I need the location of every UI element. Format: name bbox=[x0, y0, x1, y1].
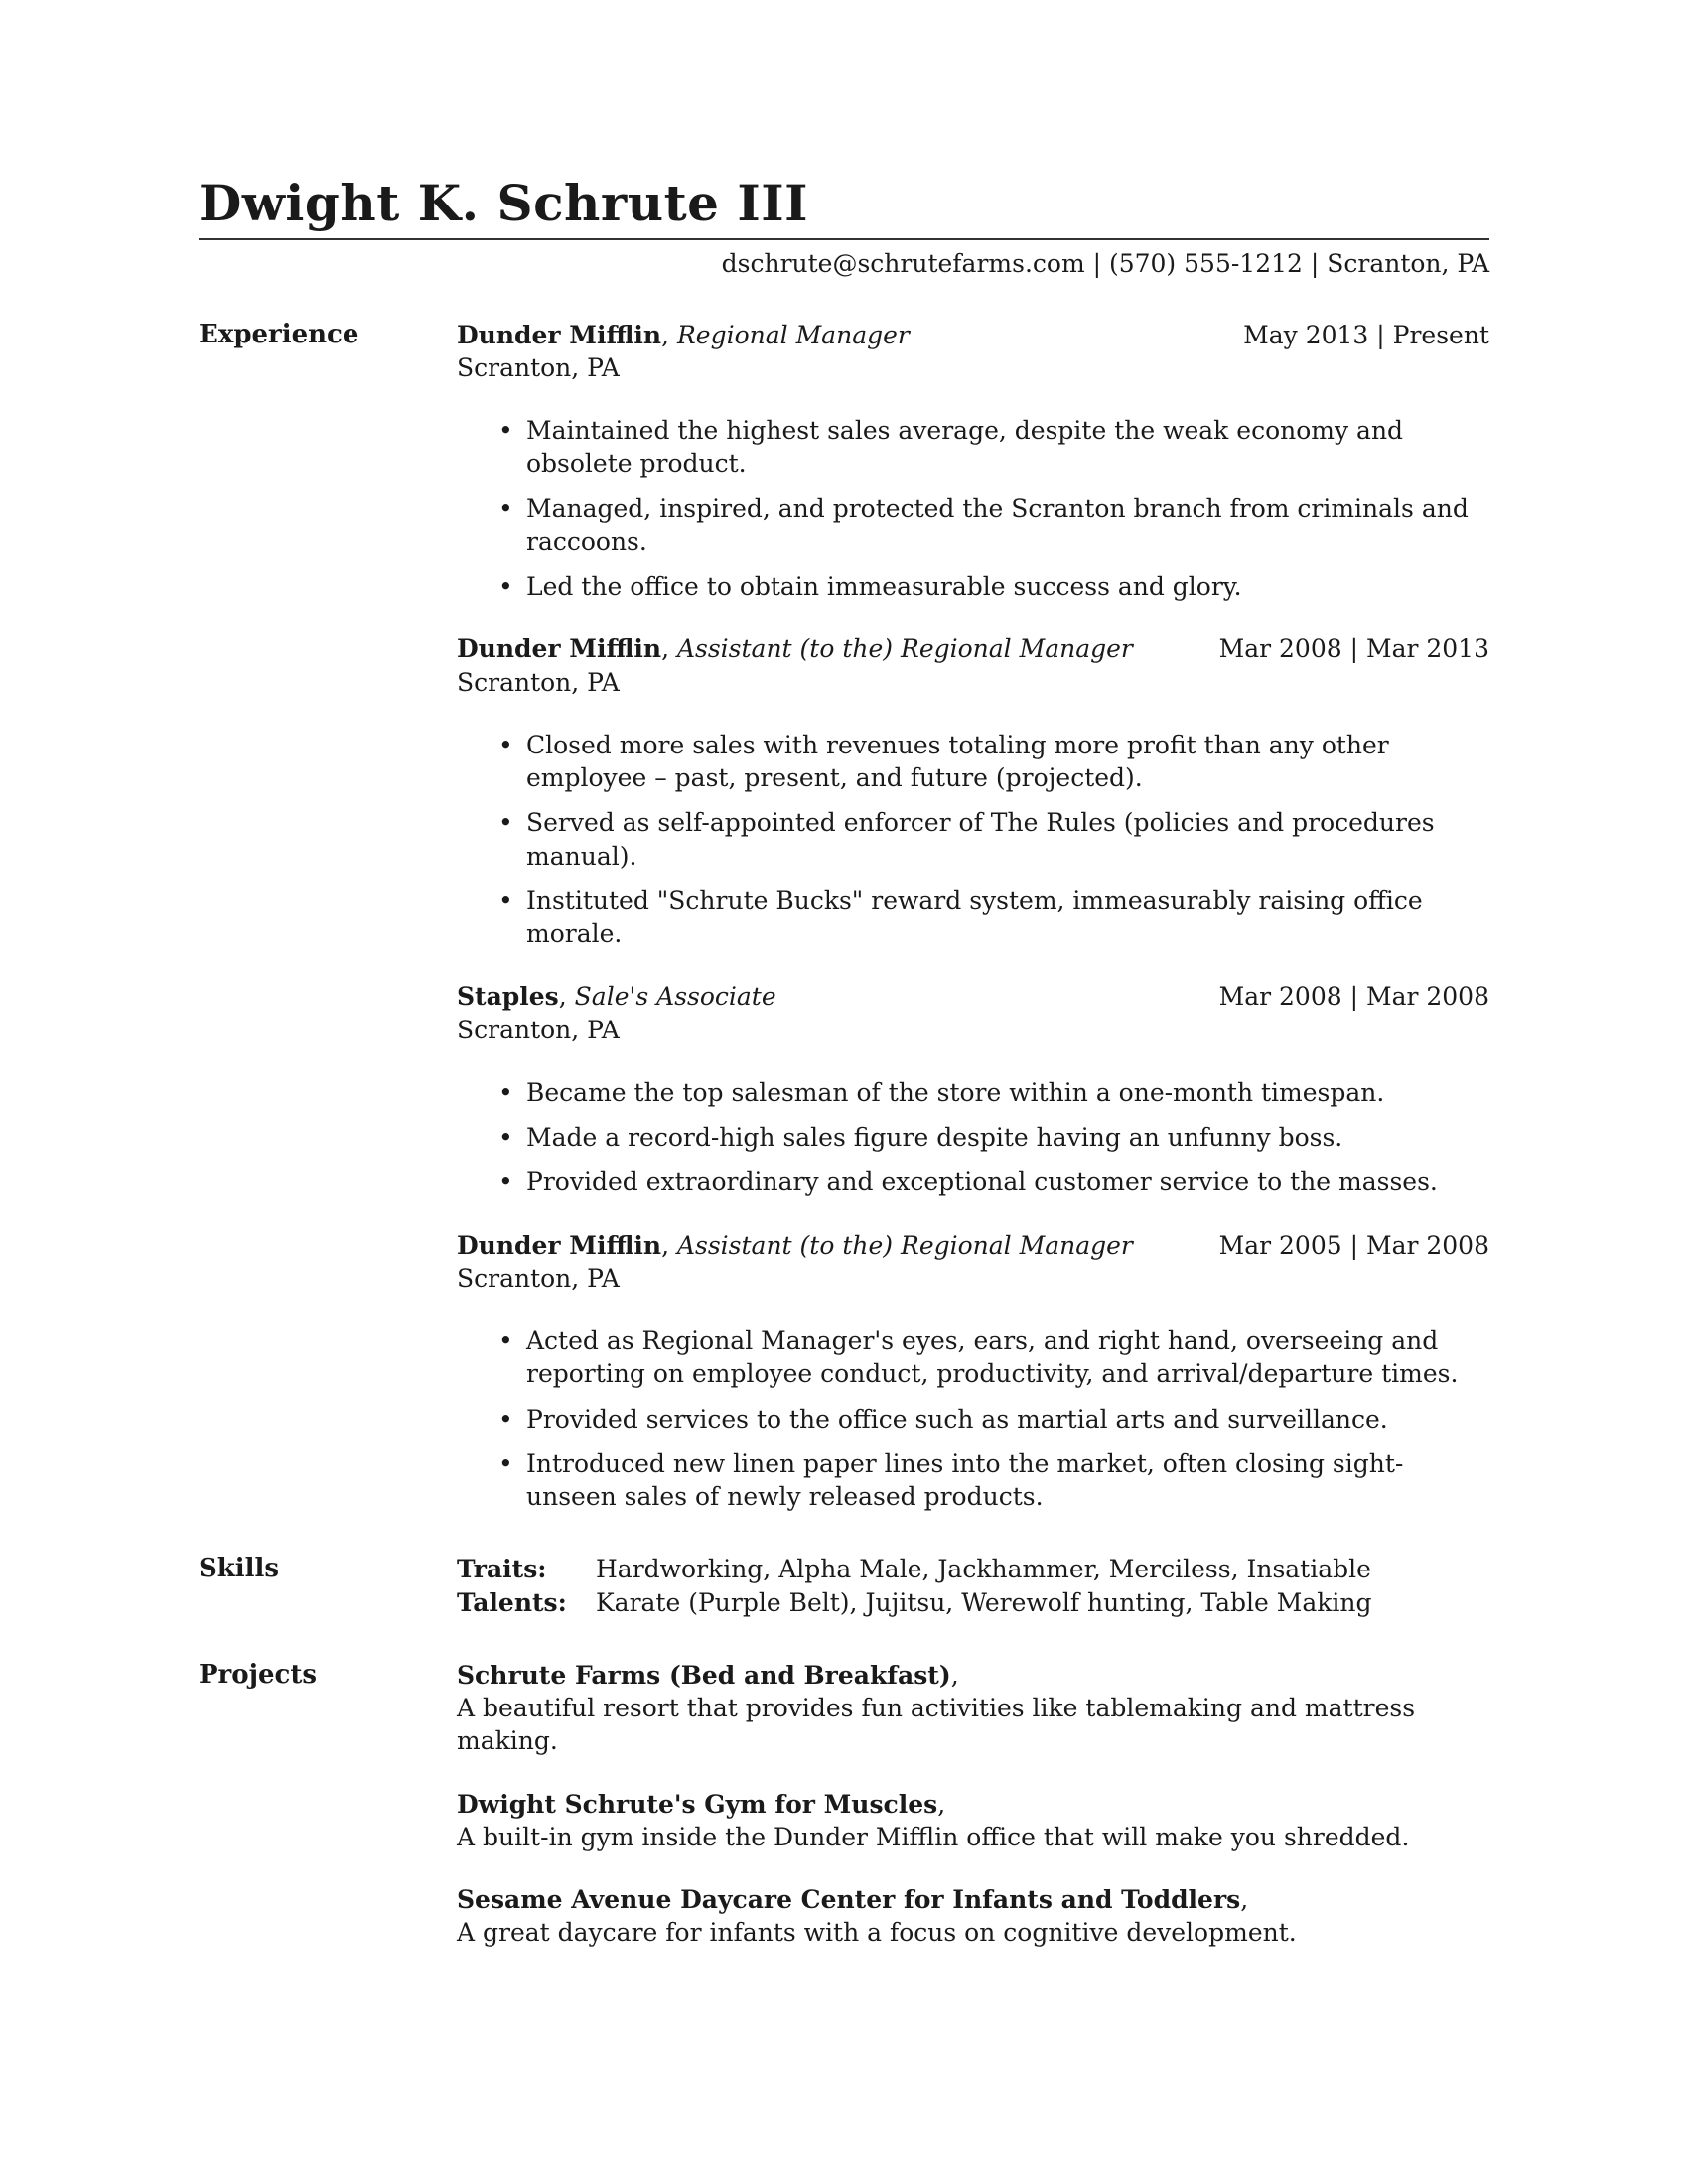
job-bullet: • Provided services to the office such as martial arts and surveillance. bbox=[526, 1403, 1489, 1435]
job-header bbox=[457, 632, 1489, 665]
skill-key: Talents: bbox=[457, 1587, 567, 1617]
job-bullets bbox=[457, 729, 1489, 951]
project-description: A beautiful resort that provides fun activities like tablemaking and mattress making. bbox=[457, 1694, 1416, 1756]
job-bullet: • Acted as Regional Manager's eyes, ears, and right hand, overseeing and reporting on employee conduct, productivity, and arrival/departure times. bbox=[526, 1324, 1489, 1391]
job-bullet: • Provided extraordinary and exceptional customer service to the masses. bbox=[526, 1165, 1489, 1198]
job-location: Scranton, PA bbox=[457, 352, 620, 382]
job-role: Assistant (to the) Regional Manager bbox=[676, 634, 1133, 664]
project-name: Dwight Schrute's Gym for Muscles bbox=[457, 1789, 938, 1819]
project-entry: Sesame Avenue Daycare Center for Infants and Toddlers, A great daycare for infants with a focus on cognitive development. bbox=[457, 1883, 1489, 1950]
job-bullets bbox=[457, 414, 1489, 603]
job-dates: Mar 2005 | Mar 2008 bbox=[1218, 1230, 1489, 1260]
job-entry bbox=[457, 319, 1489, 604]
job-header bbox=[457, 319, 1489, 351]
contact-line: dschrute@schrutefarms.com | (570) 555-1212 | Scranton, PA bbox=[721, 249, 1489, 278]
job-company: Dunder Mifflin bbox=[457, 634, 662, 664]
skills-section bbox=[199, 1553, 1489, 1619]
job-bullets bbox=[457, 1324, 1489, 1513]
job-location: Scranton, PA bbox=[457, 1263, 620, 1293]
job-entry bbox=[457, 632, 1489, 950]
section-label-skills: Skills bbox=[199, 1554, 280, 1584]
job-title: Staples, Sale's Associate bbox=[457, 982, 776, 1012]
resume-name: Dwight K. Schrute III bbox=[199, 179, 1489, 240]
job-company: Dunder Mifflin bbox=[457, 320, 662, 349]
project-entry: Dwight Schrute's Gym for Muscles, A built-in gym inside the Dunder Mifflin office that will make you shredded. bbox=[457, 1788, 1489, 1854]
job-header bbox=[457, 1229, 1489, 1262]
skills-body bbox=[457, 1553, 1489, 1619]
job-bullet: • Served as self-appointed enforcer of The Rules (policies and procedures manual). bbox=[526, 806, 1489, 873]
job-entry bbox=[457, 1229, 1489, 1514]
job-role: Regional Manager bbox=[676, 320, 910, 349]
job-company: Staples bbox=[457, 982, 559, 1012]
job-title: Dunder Mifflin, Assistant (to the) Regional Manager bbox=[457, 1230, 1133, 1260]
job-bullet: • Made a record-high sales figure despite having an unfunny boss. bbox=[526, 1121, 1489, 1154]
job-header bbox=[457, 980, 1489, 1013]
project-description: A built-in gym inside the Dunder Mifflin office that will make you shredded. bbox=[457, 1822, 1410, 1851]
experience-body bbox=[457, 319, 1489, 1514]
job-bullet: • Led the office to obtain immeasurable success and glory. bbox=[526, 570, 1489, 603]
project-name: Schrute Farms (Bed and Breakfast) bbox=[457, 1660, 951, 1690]
project-name: Sesame Avenue Daycare Center for Infants and Toddlers bbox=[457, 1885, 1241, 1914]
project-entry: Schrute Farms (Bed and Breakfast), A beautiful resort that provides fun activities like tablemaking and mattress making. bbox=[457, 1659, 1489, 1758]
job-bullet: • Managed, inspired, and protected the Scranton branch from criminals and raccoons. bbox=[526, 492, 1489, 559]
job-dates: May 2013 | Present bbox=[1243, 320, 1489, 349]
job-role: Assistant (to the) Regional Manager bbox=[676, 1230, 1133, 1260]
section-label-projects: Projects bbox=[199, 1659, 318, 1690]
projects-body bbox=[457, 1659, 1489, 1950]
job-bullet: • Closed more sales with revenues totaling more profit than any other employee – past, present, and future (projected). bbox=[526, 729, 1489, 795]
experience-section bbox=[199, 319, 1489, 1514]
skill-key: Traits: bbox=[457, 1555, 547, 1584]
skill-value: Hardworking, Alpha Male, Jackhammer, Merciless, Insatiable bbox=[596, 1555, 1371, 1584]
skill-row bbox=[457, 1553, 1489, 1585]
project-description: A great daycare for infants with a focus on cognitive development. bbox=[457, 1918, 1297, 1948]
job-location: Scranton, PA bbox=[457, 1015, 620, 1044]
job-title: Dunder Mifflin, Regional Manager bbox=[457, 320, 910, 349]
job-entry bbox=[457, 980, 1489, 1198]
job-title: Dunder Mifflin, Assistant (to the) Regional Manager bbox=[457, 634, 1133, 664]
job-dates: Mar 2008 | Mar 2013 bbox=[1218, 634, 1489, 664]
job-dates: Mar 2008 | Mar 2008 bbox=[1218, 982, 1489, 1012]
job-bullet: • Became the top salesman of the store within a one-month timespan. bbox=[526, 1076, 1489, 1109]
job-role: Sale's Associate bbox=[574, 982, 776, 1012]
job-company: Dunder Mifflin bbox=[457, 1230, 662, 1260]
resume-page bbox=[199, 174, 1489, 1950]
projects-section bbox=[199, 1659, 1489, 1950]
job-location: Scranton, PA bbox=[457, 667, 620, 697]
job-bullet: • Instituted "Schrute Bucks" reward system, immeasurably raising office morale. bbox=[526, 885, 1489, 951]
job-bullets bbox=[457, 1076, 1489, 1199]
skill-row bbox=[457, 1586, 1489, 1619]
job-bullet: • Maintained the highest sales average, despite the weak economy and obsolete product. bbox=[526, 414, 1489, 480]
section-label-experience: Experience bbox=[199, 319, 359, 349]
skill-value: Karate (Purple Belt), Jujitsu, Werewolf hunting, Table Making bbox=[596, 1587, 1372, 1617]
job-bullet: • Introduced new linen paper lines into the market, often closing sight-unseen sales of newly released products. bbox=[526, 1447, 1489, 1514]
